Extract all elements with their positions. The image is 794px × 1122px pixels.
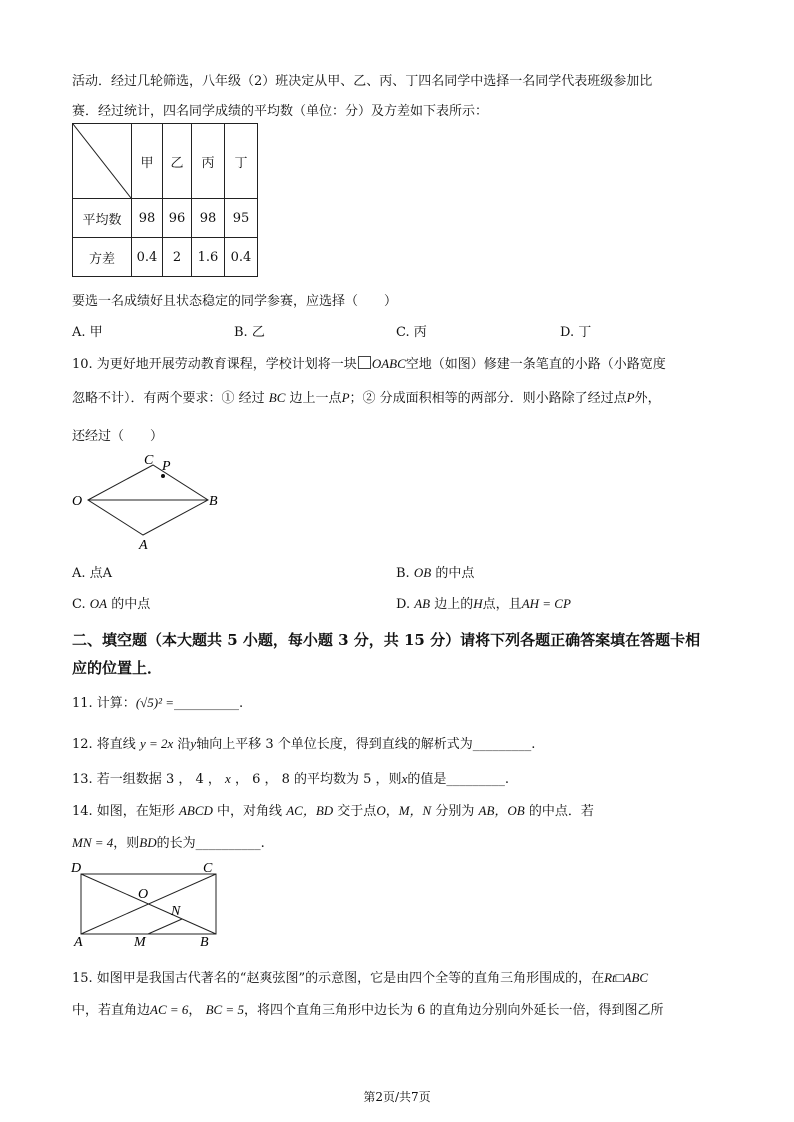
score-table xyxy=(72,123,258,277)
q12 xyxy=(72,733,535,752)
q9-option-c: C. 丙 xyxy=(396,325,427,340)
section2-heading-line2: 应的位置上． xyxy=(72,659,163,677)
section2-heading-line1: 二、填空题（本大题共 5 小题，每小题 3 分，共 15 分）请将下列各题正确答案填在答题卡相 xyxy=(72,631,701,649)
q13-end: . xyxy=(504,772,509,787)
header-yi: 乙 xyxy=(163,124,192,199)
segment-mn xyxy=(148,919,182,934)
option-text: 边上的 xyxy=(434,597,474,612)
header-bing: 丙 xyxy=(192,124,225,199)
q14-text: 分别为 xyxy=(435,804,475,819)
q10-var: P xyxy=(341,390,350,405)
q9-prompt: 要选一名成绩好且状态稳定的同学参赛，应选择（ ） xyxy=(72,294,398,309)
q14-end: . xyxy=(260,836,265,851)
q10-option-c xyxy=(72,593,150,612)
q14-var: MN = 4 xyxy=(72,835,114,850)
table-cell: 2 xyxy=(163,238,192,277)
q14-rectangle-figure xyxy=(68,858,228,950)
q12-text: 沿 xyxy=(177,737,191,752)
label-a: A xyxy=(74,935,83,950)
q10-text: 忽略不计）．有两个要求：① 经过 xyxy=(72,391,265,406)
q14-var: M，N xyxy=(398,803,432,818)
parallelogram-symbol xyxy=(358,356,371,369)
label-o: O xyxy=(72,494,83,509)
q12-text: 12. 将直线 xyxy=(72,737,136,752)
q11-end: . xyxy=(239,696,244,711)
q9-line1: 活动．经过几轮筛选，八年级（2）班决定从甲、乙、丙、丁四名同学中选择一名同学代表班级参加比 xyxy=(72,74,653,89)
q10-eq: AH = CP xyxy=(521,596,571,611)
q15-text: ，将四个直角三角形中边长为 6 的直角边分别向外延长一倍，得到图乙所 xyxy=(243,1003,664,1018)
row-label-variance: 方差 xyxy=(73,238,132,277)
q14-line2 xyxy=(72,832,265,851)
q15-var: BC = 5 xyxy=(205,1002,244,1017)
q15-var: Rt□ABC xyxy=(604,970,649,985)
page-footer: 第2页/共7页 xyxy=(363,1090,431,1104)
q10-line3: 还经过（ ） xyxy=(72,429,164,444)
point-p xyxy=(161,474,165,478)
q10-text: 10. 为更好地开展劳动教育课程，学校计划将一块 xyxy=(72,357,357,372)
q10-parallelogram-figure xyxy=(68,450,228,555)
q15-var: AC = 6 xyxy=(150,1002,189,1017)
q14-text: 中，对角线 xyxy=(217,804,283,819)
q10-line1 xyxy=(72,353,666,372)
label-b: B xyxy=(209,494,218,509)
option-text: 的中点 xyxy=(435,566,475,581)
q10-var: OA xyxy=(89,596,108,611)
q9-line2: 赛．经过统计，四名同学成绩的平均数（单位：分）及方差如下表所示： xyxy=(72,104,489,119)
table-cell: 1.6 xyxy=(192,238,225,277)
q14-text: 的长为 xyxy=(156,836,196,851)
q15-text: 15. 如图甲是我国古代著名的“赵爽弦图”的示意图，它是由四个全等的直角三角形围成的，在 xyxy=(72,971,605,986)
q10-option-d xyxy=(396,593,571,612)
q10-option-a: A. 点A xyxy=(72,566,113,581)
q12-var: y xyxy=(190,736,197,751)
q10-var: OB xyxy=(413,565,432,580)
table-cell: 98 xyxy=(132,199,163,238)
q10-var: AB xyxy=(414,596,431,611)
answer-blank: _________ xyxy=(472,737,532,752)
q10-text: ；② 分成面积相等的两部分．则小路除了经过点 xyxy=(349,391,627,406)
q10-var: BC xyxy=(268,390,286,405)
q14-line1 xyxy=(72,800,594,819)
q14-var: AC，BD xyxy=(286,803,334,818)
q13 xyxy=(72,768,509,787)
q14-text: ， xyxy=(385,804,399,819)
option-prefix: D. xyxy=(396,597,411,612)
option-text: 点，且 xyxy=(482,597,522,612)
label-a: A xyxy=(139,538,148,553)
q11-expr: (√5)² = xyxy=(135,695,175,710)
table-row xyxy=(73,238,258,277)
q10-text: 边上一点 xyxy=(289,391,342,406)
q10-text: 外， xyxy=(634,391,661,406)
q14-var: AB，OB xyxy=(478,803,525,818)
label-p: P xyxy=(162,459,171,474)
row-label-mean: 平均数 xyxy=(73,199,132,238)
q11-text: 11. 计算： xyxy=(72,696,136,711)
q13-text: ， 6 ， 8 的平均数为 5 ，则 xyxy=(234,772,402,787)
q13-var: x xyxy=(401,771,408,786)
table-row xyxy=(73,199,258,238)
label-d: D xyxy=(71,861,82,876)
q14-text: ，则 xyxy=(113,836,140,851)
q12-text: 轴向上平移 3 个单位长度，得到直线的解析式为 xyxy=(196,737,473,752)
q14-var: O xyxy=(376,803,386,818)
q12-end: . xyxy=(531,737,536,752)
option-text: 的中点 xyxy=(111,597,151,612)
table-header-row xyxy=(73,124,258,199)
option-prefix: C. xyxy=(72,597,86,612)
table-cell: 95 xyxy=(225,199,258,238)
option-prefix: B. xyxy=(396,566,410,581)
q14-var: ABCD xyxy=(178,803,213,818)
q13-text: 13. 若一组数据 3 ， 4 ， xyxy=(72,772,221,787)
table-cell: 98 xyxy=(192,199,225,238)
q13-var: x xyxy=(225,771,231,786)
label-n: N xyxy=(171,904,181,919)
q10-option-b xyxy=(396,562,474,581)
q13-text: 的值是 xyxy=(407,772,447,787)
q14-text: 的中点．若 xyxy=(528,804,594,819)
q14-text: 交于点 xyxy=(337,804,377,819)
label-c: C xyxy=(203,861,213,876)
q10-var: P xyxy=(626,390,635,405)
q9-option-d: D. 丁 xyxy=(560,325,592,340)
label-b: B xyxy=(200,935,209,950)
label-o: O xyxy=(138,887,149,902)
answer-blank: __________ xyxy=(195,836,261,851)
q9-option-a: A. 甲 xyxy=(72,325,103,340)
table-cell: 0.4 xyxy=(132,238,163,277)
header-ding: 丁 xyxy=(225,124,258,199)
q15-text: ， xyxy=(188,1003,202,1018)
q15-line2 xyxy=(72,999,664,1018)
q15-line1 xyxy=(72,967,648,986)
q10-var: H xyxy=(473,596,483,611)
table-cell: 0.4 xyxy=(225,238,258,277)
answer-blank: _________ xyxy=(446,772,505,787)
q10-text: 空地（如图）修建一条笔直的小路（小路宽度 xyxy=(405,357,666,372)
q10-line2 xyxy=(72,387,661,406)
table-cell: 96 xyxy=(163,199,192,238)
q11 xyxy=(72,692,243,711)
answer-blank: __________ xyxy=(174,696,240,711)
cell-diagonal-line xyxy=(73,124,131,198)
q10-var: OABC xyxy=(371,356,406,371)
header-jia: 甲 xyxy=(132,124,163,199)
q14-var: BD xyxy=(139,835,157,850)
label-c: C xyxy=(144,453,154,468)
q12-eq: y = 2x xyxy=(139,736,174,751)
q15-text: 中，若直角边 xyxy=(72,1003,151,1018)
q9-option-b: B. 乙 xyxy=(234,325,265,340)
diagonal-cell xyxy=(73,124,132,199)
label-m: M xyxy=(134,935,146,950)
q14-text: 14. 如图，在矩形 xyxy=(72,804,175,819)
